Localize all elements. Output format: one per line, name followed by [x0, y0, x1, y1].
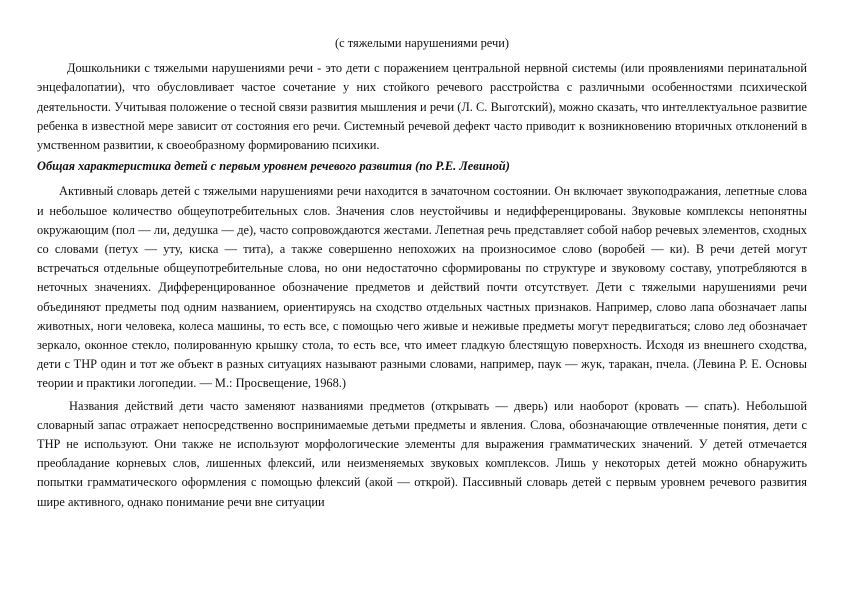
body-paragraph-actions: Названия действий дети часто заменяют названиями предметов (открывать — дверь) или наоборот (кровать — спать). Небольшой словарный запас отражает непосредственно воспринимаемые детьми предметы и явления. Слова, обозначающие отвлеченные понятия, дети с ТНР не используют. Они также не используют морфологические элементы для выражения грамматических значений. У детей отмечается преобладание корневых слов, лишенных флексий, или неизменяемых звуковых комплексов. Лишь у некоторых детей можно обнаружить попытки грамматического оформления с помощью флексий (акой — открой). Пассивный словарь детей с первым уровнем речевого развития шире активного, однако понимание речи вне ситуации [37, 398, 807, 509]
document-page [37, 34, 807, 512]
body-paragraph-vocabulary: Активный словарь детей с тяжелыми нарушениями речи находится в зачаточном состоянии. Он включает звукоподражания, лепетные слова и небольшое количество общеупотребительных слов. Значения слов неустойчивы и недифференцированы. Звуковые комплексы непонятны окружающим (пол — ли, дедушка — де), часто сопровождаются жестами. Лепетная речь представляет собой набор речевых элементов, сходных со словами (петух — уту, киска — тита), а также совершенно непохожих на произносимое слово (воробей — ки). В речи детей могут встречаться отдельные общеупотребительные слова, но они недостаточно сформированы по структуре и звуковому составу, употребляются в неточных значениях. Дифференцированное обозначение предметов и действий почти отсутствует. Дети с тяжелыми нарушениями речи объединяют предметы под одним названием, ориентируясь на сходство отдельных частных признаков. Например, слово лапа обозначает лапы животных, ноги человека, колеса машины, то есть все, с помощью чего живые и неживые предметы могут передвигаться; слово лед обозначает зеркало, оконное стекло, полированную крышку стола, то есть все, что имеет гладкую блестящую поверхность. Исходя из внешнего сходства, дети с ТНР один и тот же объект в разных ситуациях называют разными словами, например, паук — жук, таракан, пчела. (Левина Р. Е. Основы теории и практики логопедии. — М.: Просвещение, 1968.) [37, 184, 807, 391]
section-heading: Общая характеристика детей с первым уровнем речевого развития (по Р.Е. Левиной) [37, 159, 510, 174]
intro-paragraph: Дошкольники с тяжелыми нарушениями речи - это дети с поражением центральной нервной системы (или проявлениями перинатальной энцефалопатии), что обусловливает частое сочетание у них стойкого речевого расстройства с различными особенностями психической деятельности. Учитывая положение о тесной связи развития мышления и речи (Л. С. Выготский), можно сказать, что интеллектуальное развитие ребенка в известной мере зависит от состояния его речи. Системный речевой дефект часто приводит к возникновению вторичных отклонений в умственном развитии, к своеобразному формированию психики. [37, 61, 807, 153]
document-subtitle: (с тяжелыми нарушениями речи) [335, 36, 509, 50]
